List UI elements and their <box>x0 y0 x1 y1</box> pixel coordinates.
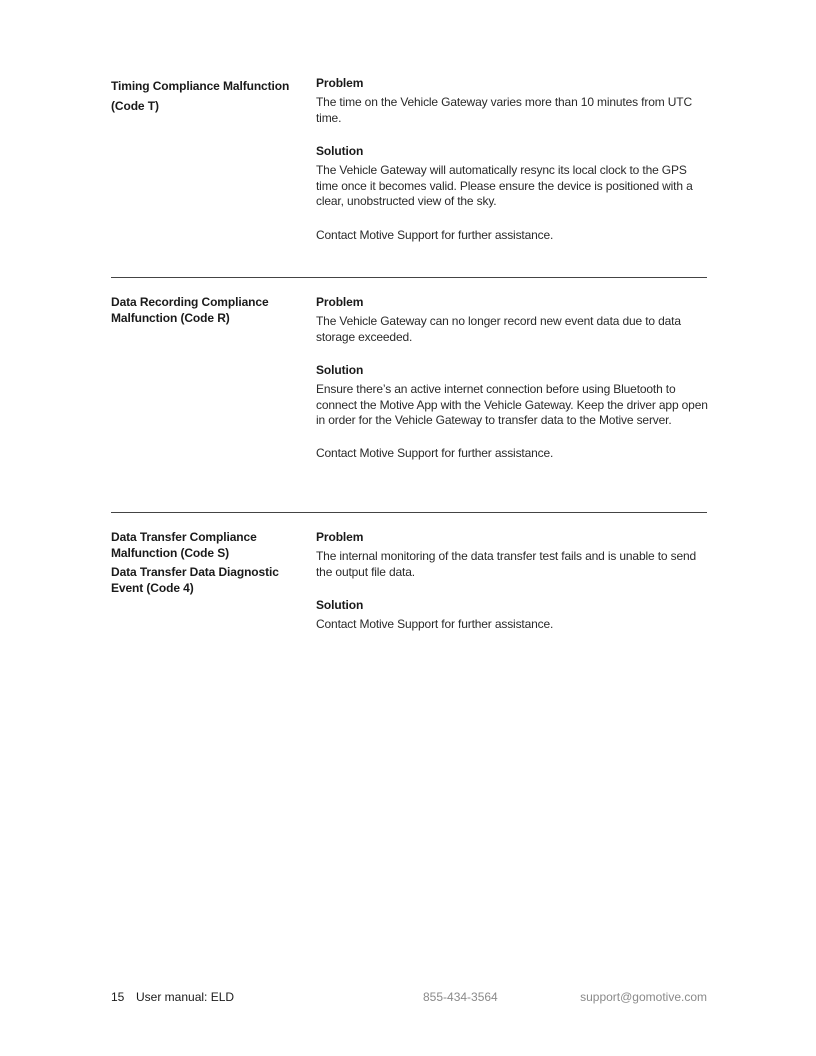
problem-text: The time on the Vehicle Gateway varies more than 10 minutes from UTC time. <box>316 95 692 125</box>
term-line: Data Recording Compliance Malfunction (Code R) <box>111 295 269 325</box>
support-email: support@gomotive.com <box>580 990 707 1004</box>
solution-heading: Solution <box>316 144 364 158</box>
term-line: Data Transfer Compliance Malfunction (Code S) <box>111 530 257 560</box>
solution-text: Contact Motive Support for further assistance. <box>316 617 554 631</box>
contact-support-text: Contact Motive Support for further assistance. <box>316 445 554 460</box>
page-footer <box>111 989 707 1005</box>
section-divider <box>111 512 707 513</box>
solution-text: Ensure there’s an active internet connection before using Bluetooth to connect the Motive App with the Vehicle Gateway. Keep the driver app open in order for the Vehicle Gateway to transfer data to the Motive server. <box>316 382 708 427</box>
solution-text: The Vehicle Gateway will automatically resync its local clock to the GPS time once it becomes valid. Please ensure the device is positioned with a clear, unobstructed view of the sky. <box>316 163 693 208</box>
problem-text: The internal monitoring of the data transfer test fails and is unable to send the output file data. <box>316 549 697 579</box>
malfunction-term <box>111 295 301 326</box>
term-line: Timing Compliance Malfunction <box>111 79 290 93</box>
solution-heading: Solution <box>316 363 364 377</box>
malfunction-description <box>316 530 708 633</box>
section-divider <box>111 277 707 278</box>
page-number: 15 <box>111 990 125 1004</box>
support-phone: 855-434-3564 <box>423 990 498 1004</box>
problem-heading: Problem <box>316 530 364 544</box>
problem-heading: Problem <box>316 295 364 309</box>
term-line: Data Transfer Data Diagnostic Event (Code 4) <box>111 565 279 595</box>
problem-heading: Problem <box>316 76 364 90</box>
solution-heading: Solution <box>316 598 364 612</box>
malfunction-description <box>316 295 708 461</box>
malfunction-term <box>111 76 301 116</box>
malfunction-term <box>111 530 301 596</box>
problem-text: The Vehicle Gateway can no longer record new event data due to data storage exceeded. <box>316 314 681 344</box>
malfunction-description <box>316 76 708 243</box>
term-line: (Code T) <box>111 99 159 113</box>
contact-support-text: Contact Motive Support for further assistance. <box>316 227 554 242</box>
document-title: User manual: ELD <box>136 990 235 1004</box>
